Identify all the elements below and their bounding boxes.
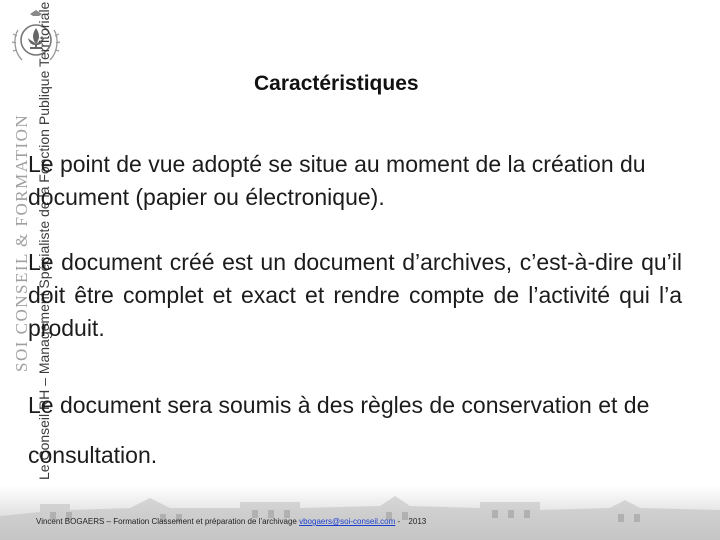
footer-author: Vincent BOGAERS – Formation Classement et préparation de l’archivage (36, 517, 297, 526)
paragraph-1: Le point de vue adopté se situe au moment de la création du document (papier ou électronique). (28, 151, 646, 210)
paragraph-3: Le document sera soumis à des règles de conservation et de consultation. (28, 392, 650, 468)
footer-year: 2013 (408, 517, 427, 526)
organization-name: SOI CONSEIL & FORMATION (12, 113, 31, 372)
building-banner-image (0, 486, 720, 540)
footer (36, 517, 426, 526)
paragraph-2: Le document créé est un document d’archives, c’est-à-dire qu’il doit être complet et exact et rendre compte de l’activité qui l’a produit. (28, 249, 682, 341)
slide-title: Caractéristiques (254, 72, 419, 95)
footer-email-link[interactable]: vbogaers@soi-conseil.com (299, 517, 396, 526)
footer-separator: - (397, 517, 401, 526)
organization-tagline: Le Conseil RH – Management Spécialiste de la Fonction Publique Territoriale (36, 1, 52, 480)
